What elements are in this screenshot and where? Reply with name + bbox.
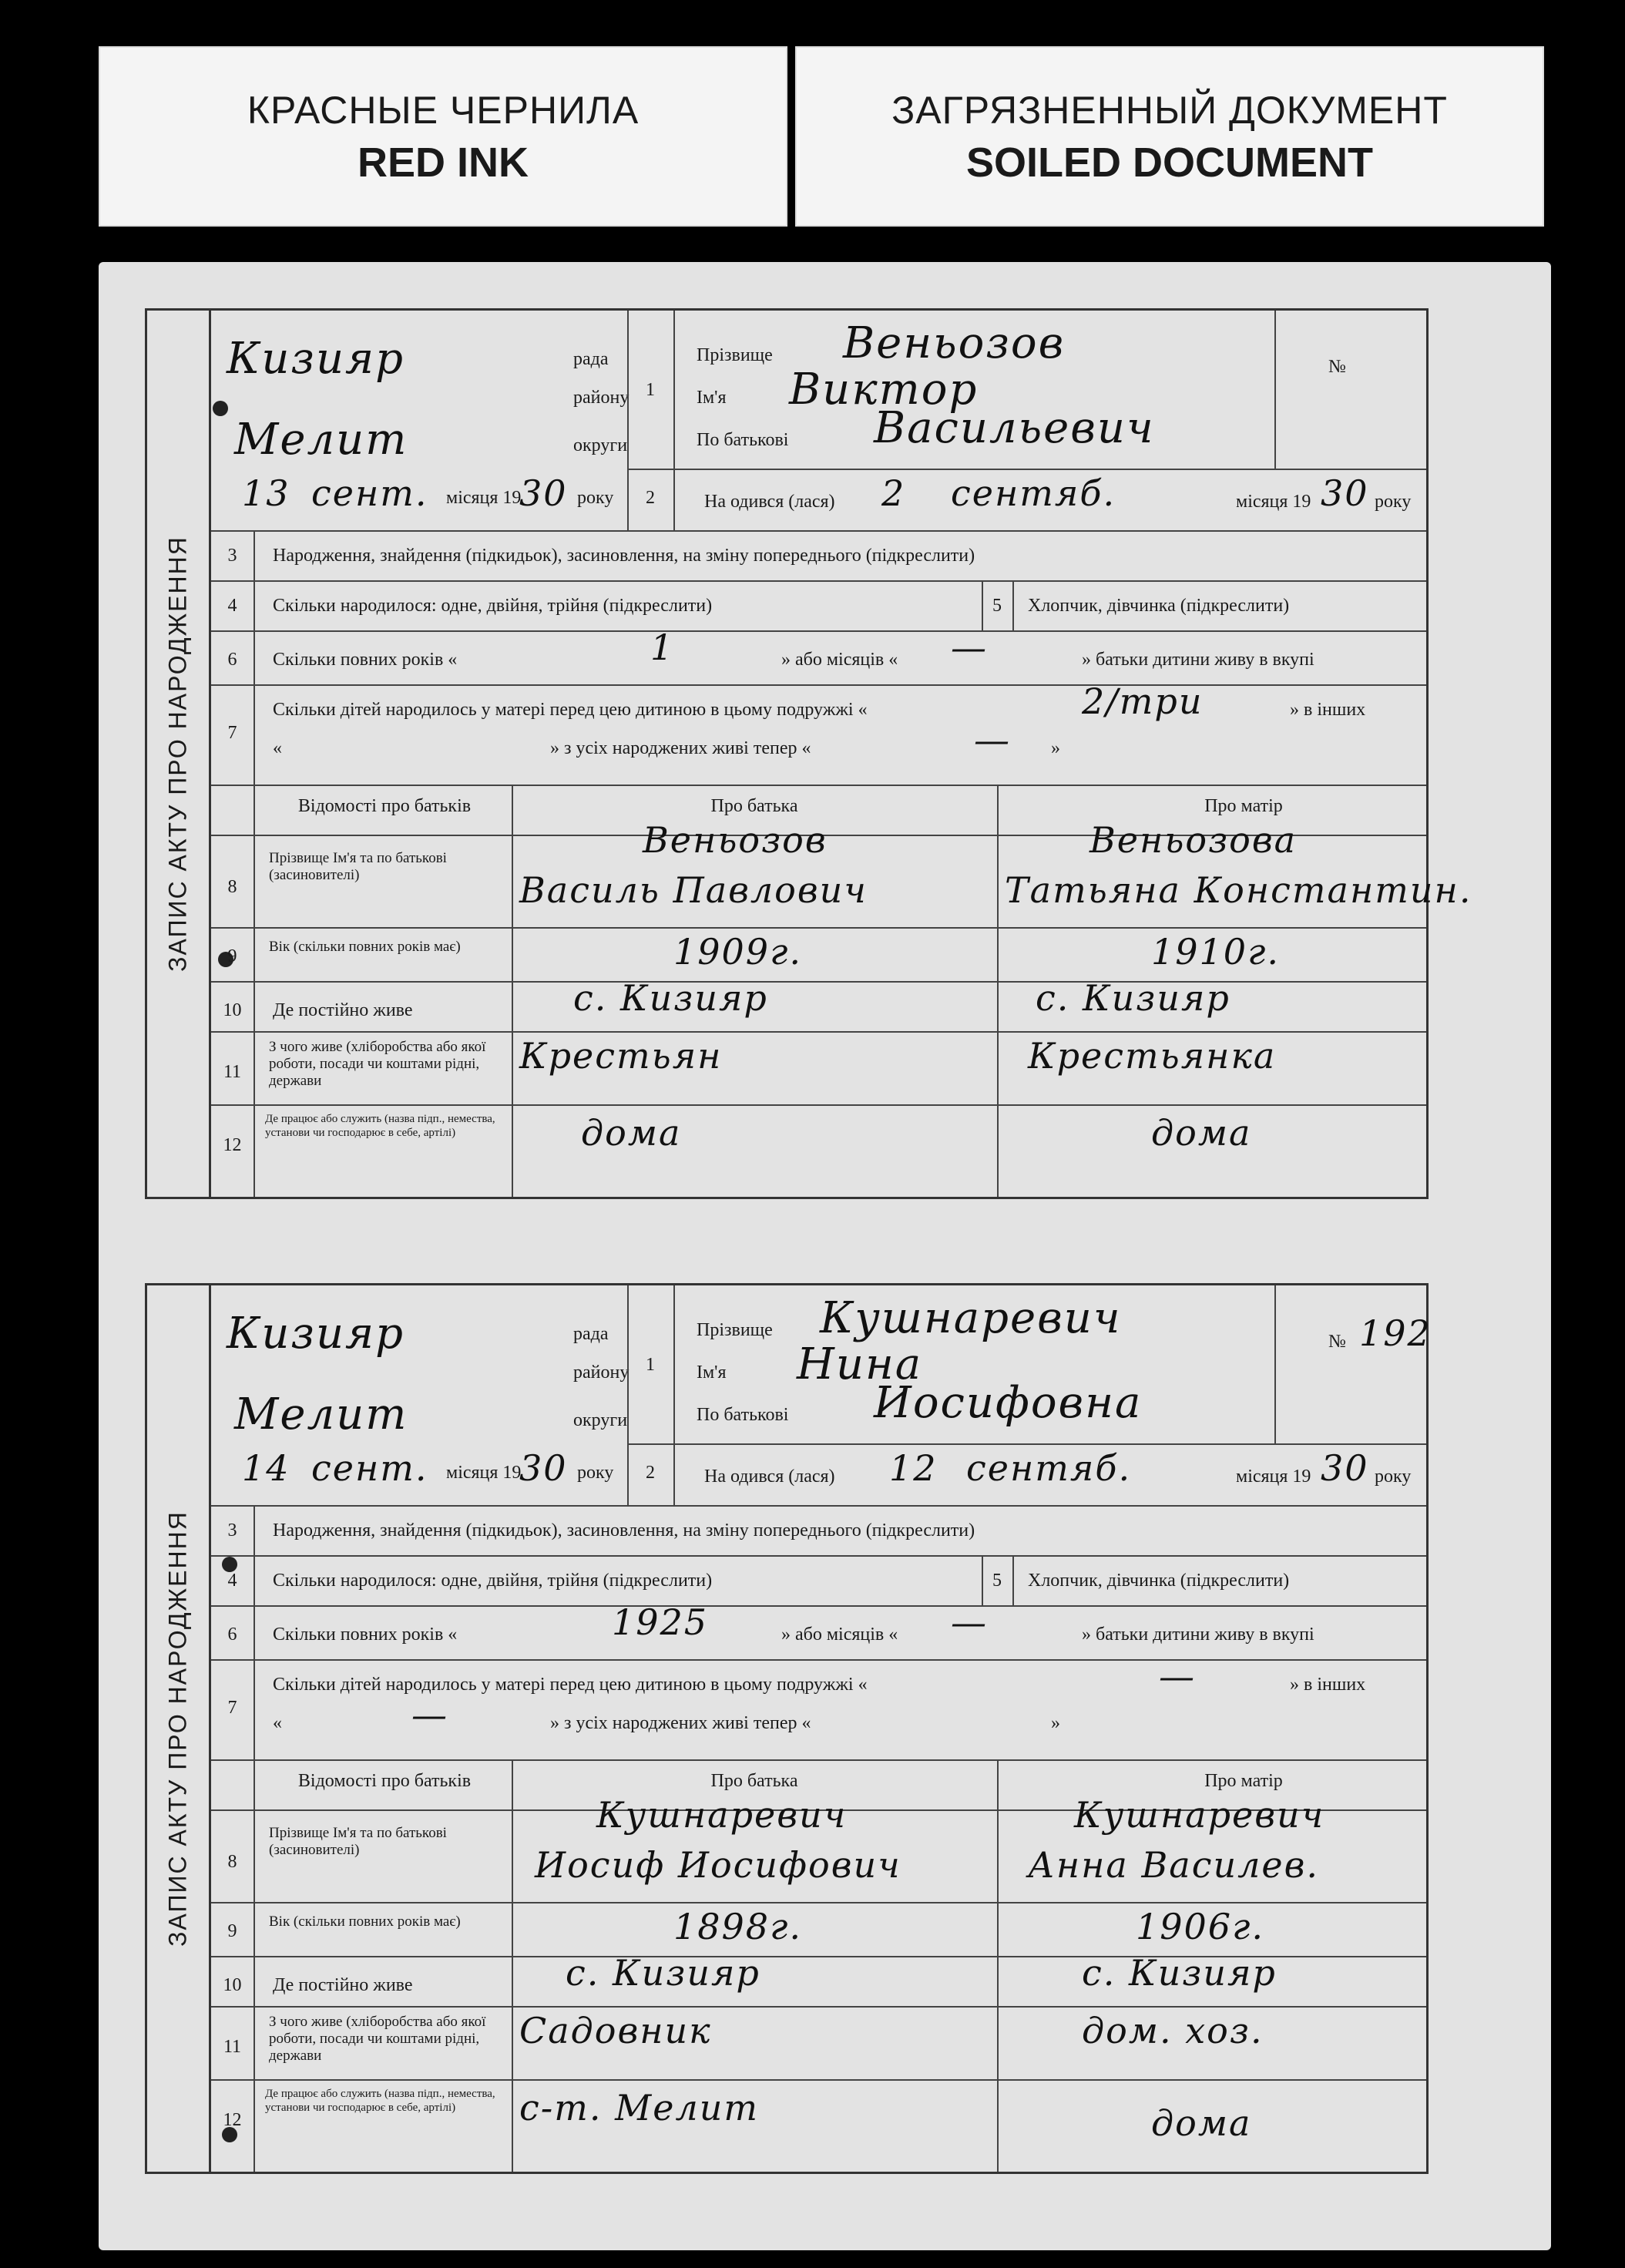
row12-text: Де працює або служить (назва підп., немества, установи чи господарює в себе, артілі) — [265, 2088, 495, 2114]
row8-text: Прізвище Ім'я та по батькові (засиновителі) — [269, 1825, 447, 1858]
father-residence: с. Кизияр — [566, 1952, 760, 1994]
row7-text-b: » в інших — [1290, 700, 1366, 720]
mother-name: Анна Василев. — [1028, 1844, 1320, 1886]
reg-year-label: року — [577, 1463, 614, 1483]
rayon-label: району — [573, 1362, 630, 1383]
row10-text: Де постійно живе — [273, 1975, 413, 1995]
reg-year: 30 — [519, 472, 568, 514]
father-header: Про батька — [710, 796, 798, 816]
father-occupation: Садовник — [519, 2010, 712, 2051]
mother-residence: с. Кизияр — [1082, 1952, 1277, 1994]
birth-year: 30 — [1321, 472, 1369, 514]
birth-month: сентяб. — [966, 1447, 1132, 1489]
child-patronymic: Васильевич — [874, 403, 1155, 453]
record-number: 192 — [1359, 1312, 1432, 1354]
parents-header: Відомості про батьків — [297, 796, 472, 816]
child-name: Виктор — [789, 365, 979, 415]
row4-text: Скільки народилося: одне, двійня, трійня (підкреслити) — [273, 1571, 713, 1591]
birth-year-label: року — [1375, 492, 1412, 512]
number-label: № — [1328, 357, 1346, 377]
row3-text: Народження, знайдення (підкидьок), засиновлення, на зміну попереднього (підкреслити) — [273, 546, 975, 566]
record-side-title — [147, 1285, 211, 2172]
mother-work: дома — [1151, 2102, 1252, 2144]
red-ink-label-ru: КРАСНЫЕ ЧЕРНИЛА — [247, 89, 640, 132]
mother-surname: Кушнаревич — [1074, 1794, 1325, 1836]
row6-text-c: » батьки дитини живу в вкупі — [1082, 650, 1314, 670]
rada-label: рада — [573, 349, 609, 369]
row5-text: Хлопчик, дівчинка (підкреслити) — [1028, 596, 1290, 616]
reg-day: 14 — [242, 1447, 290, 1489]
months-together: — — [951, 1601, 988, 1643]
father-work: с-т. Мелит — [519, 2087, 760, 2129]
birth-day: 2 — [881, 472, 906, 514]
patronymic-label: По батькові — [697, 1405, 789, 1425]
reg-month-label: місяця 19 — [446, 1463, 522, 1483]
okrug-value: Мелит — [234, 415, 408, 465]
mother-residence: с. Кизияр — [1036, 977, 1231, 1019]
row4-text: Скільки народилося: одне, двійня, трійня (підкреслити) — [273, 596, 713, 616]
row7-text-e: » — [1051, 738, 1060, 758]
parents-header: Відомості про батьків — [297, 1771, 472, 1791]
number-label: № — [1328, 1332, 1346, 1352]
father-occupation: Крестьян — [519, 1035, 723, 1077]
father-age: 1898г. — [673, 1906, 802, 1947]
row11-text: З чого живе (хліборобства або якої роботи, посади чи коштами рідні, держави — [269, 1039, 486, 1089]
record-title: ЗАПИС АКТУ ПРО НАРОДЖЕННЯ — [163, 1510, 192, 1947]
rada-label: рада — [573, 1324, 609, 1344]
okrug-label: округи — [573, 435, 628, 455]
row7-text-d: » з усіх народжених живі тепер « — [550, 738, 811, 758]
row6-text-a: Скільки повних років « — [273, 1625, 458, 1645]
birth-month-label: місяця 19 — [1236, 1467, 1311, 1487]
birth-day: 12 — [889, 1447, 938, 1489]
mother-surname: Веньозова — [1089, 819, 1298, 861]
father-work: дома — [581, 1112, 682, 1154]
rayon-label: району — [573, 388, 630, 408]
row-num-1: 1 — [646, 380, 655, 400]
surname-label: Прізвище — [697, 345, 773, 365]
row7-text-d: » з усіх народжених живі тепер « — [550, 1713, 811, 1733]
reg-month: сент. — [311, 472, 428, 514]
months-together: — — [951, 627, 988, 668]
father-name: Иосиф Иосифович — [535, 1844, 901, 1886]
birth-label: На одився (лася) — [704, 1467, 835, 1487]
row7-text-e: » — [1051, 1713, 1060, 1733]
name-label: Ім'я — [697, 388, 727, 408]
row8-text: Прізвище Ім'я та по батькові (засиновителі) — [269, 850, 447, 883]
child-surname: Кушнаревич — [820, 1293, 1122, 1343]
row9-text: Вік (скільки повних років має) — [269, 1914, 461, 1930]
birth-year: 30 — [1321, 1447, 1369, 1489]
red-ink-label-en: RED INK — [357, 139, 529, 186]
rada-value: Кизияр — [227, 334, 405, 384]
soiled-document-label — [795, 46, 1544, 227]
row5-text: Хлопчик, дівчинка (підкреслити) — [1028, 1571, 1290, 1591]
row12-text: Де працює або служить (назва підп., немества, установи чи господарює в себе, артілі) — [265, 1113, 495, 1139]
mother-header: Про матір — [1204, 796, 1283, 816]
row6-text-a: Скільки повних років « — [273, 650, 458, 670]
reg-year: 30 — [519, 1447, 568, 1489]
children-before: 2/три — [1082, 680, 1204, 722]
soiled-label-en: SOILED DOCUMENT — [965, 139, 1373, 186]
row7-text-a: Скільки дітей народилось у матері перед цею дитиною в цьому подружжі « — [273, 700, 868, 720]
name-label: Ім'я — [697, 1362, 727, 1383]
surname-label: Прізвище — [697, 1320, 773, 1340]
red-ink-label — [99, 46, 787, 227]
children-alive: — — [411, 1694, 448, 1735]
birth-record-2: ЗАПИС АКТУ ПРО НАРОДЖЕННЯ Кизияр рада району Мелит округи 14 сент. місяця 19 30 року 1 2 Прізвище Кушнаревич Ім'я Нина По батькові Иосифовна № 192 На одився (лася) 12 сентяб. місяця 19 30 року 3 Народження, знайдення (підкидьок), засиновлення, на зміну попереднього (підкреслити) 4 Скільки народилося: одне, двійня, трійня (підкреслити) 5 Хлопчик, дівчинка (підкреслити) 6 Скільки повних років « 1925 » або місяців « — » батьки дитини живу в вкупі 7 Скільки дітей народилось у матері перед цею дитиною в цьому подружжі « — » в інших « — » з усіх народжених живі тепер « » Відомості про батьків Про батька Про матір 8 Прізвище Ім'я та по батькові (засиновителі) Кушнаревич Иосиф Иосифович Кушнаревич Анна Василев. 9 Вік (скільки повних років має) 1898г. 1906г. 10 Де постійно живе с. Кизияр с. Кизияр 11 З чого живе (хліборобства або якої роботи, посади чи коштами рідні, держави Садовник дом. хоз. 12 Де працює або служить (назва підп., немества, установи чи господарює в себе, артілі) с-т. Мелит дома — [145, 1283, 1429, 2174]
rada-value: Кизияр — [227, 1309, 405, 1359]
father-residence: с. Кизияр — [573, 977, 768, 1019]
row10-text: Де постійно живе — [273, 1000, 413, 1020]
mother-occupation: Крестьянка — [1028, 1035, 1277, 1077]
child-surname: Веньозов — [843, 318, 1066, 368]
reg-day: 13 — [242, 472, 290, 514]
record-title: ЗАПИС АКТУ ПРО НАРОДЖЕННЯ — [163, 536, 192, 972]
row6-text-b: » або місяців « — [781, 1625, 898, 1645]
child-patronymic: Иосифовна — [874, 1378, 1143, 1428]
patronymic-label: По батькові — [697, 430, 789, 450]
birth-record-1: ЗАПИС АКТУ ПРО НАРОДЖЕННЯ Кизияр рада району Мелит округи 13 сент. місяця 19 30 року 1 2 Прізвище Веньозов Ім'я Виктор По батькові Васильевич № На одився (лася) 2 сентяб. місяця 19 30 року 3 Народження, знайдення (підкидьок), засиновлення, на зміну попереднього (підкреслити) 4 Скільки народилося: одне, двійня, трійня (підкреслити) 5 Хлопчик, дівчинка (підкреслити) 6 Скільки повних років « 1 » або місяців « — » батьки дитини живу в вкупі 7 Скільки дітей народилось у матері перед цею дитиною в цьому подружжі « 2/три » в інших « » з усіх народжених живі тепер « — » Відомості про батьків Про батька Про матір 8 Прізвище Ім'я та по батькові (засиновителі) Веньозов Василь Павлович Веньозова Татьяна Константин. 9 Вік (скільки повних років має) 1909г. 1910г. 10 Де постійно живе с. Кизияр с. Кизияр 11 З чого живе (хліборобства або якої роботи, посади чи коштами рідні, держави Крестьян Крестьянка 12 Де працює або служить (назва підп., немества, установи чи господарює в себе, артілі) дома дома — [145, 308, 1429, 1199]
row9-text: Вік (скільки повних років має) — [269, 939, 461, 955]
soiled-label-ru: ЗАГРЯЗНЕННЫЙ ДОКУМЕНТ — [891, 89, 1448, 132]
reg-month: сент. — [311, 1447, 428, 1489]
children-alive: — — [974, 719, 1011, 761]
row7-text-c: « — [273, 738, 282, 758]
row11-text: З чого живе (хліборобства або якої роботи, посади чи коштами рідні, держави — [269, 2014, 486, 2064]
birth-month: сентяб. — [951, 472, 1116, 514]
mother-occupation: дом. хоз. — [1082, 2010, 1264, 2051]
father-name: Василь Павлович — [519, 869, 868, 911]
birth-year-label: року — [1375, 1467, 1412, 1487]
okrug-label: округи — [573, 1410, 628, 1430]
row7-text-b: » в інших — [1290, 1675, 1366, 1695]
mother-age: 1906г. — [1136, 1906, 1264, 1947]
mother-age: 1910г. — [1151, 931, 1280, 973]
row3-text: Народження, знайдення (підкидьок), засиновлення, на зміну попереднього (підкреслити) — [273, 1520, 975, 1541]
row7-text-a: Скільки дітей народилось у матері перед цею дитиною в цьому подружжі « — [273, 1675, 868, 1695]
birth-label: На одився (лася) — [704, 492, 835, 512]
row-num-2: 2 — [646, 488, 655, 508]
father-header: Про батька — [710, 1771, 798, 1791]
father-surname: Кушнаревич — [596, 1794, 848, 1836]
birth-month-label: місяця 19 — [1236, 492, 1311, 512]
row6-text-c: » батьки дитини живу в вкупі — [1082, 1625, 1314, 1645]
children-before: — — [1159, 1655, 1196, 1697]
okrug-value: Мелит — [234, 1389, 408, 1440]
mother-work: дома — [1151, 1112, 1252, 1154]
reg-year-label: року — [577, 488, 614, 508]
child-name: Нина — [797, 1339, 923, 1389]
mother-header: Про матір — [1204, 1771, 1283, 1791]
father-age: 1909г. — [673, 931, 802, 973]
years-together: 1925 — [612, 1601, 709, 1643]
row6-text-b: » або місяців « — [781, 650, 898, 670]
reg-month-label: місяця 19 — [446, 488, 522, 508]
record-side-title — [147, 311, 211, 1197]
row7-text-c: « — [273, 1713, 282, 1733]
years-together: 1 — [650, 627, 675, 668]
father-surname: Веньозов — [643, 819, 828, 861]
mother-name: Татьяна Константин. — [1005, 869, 1472, 911]
